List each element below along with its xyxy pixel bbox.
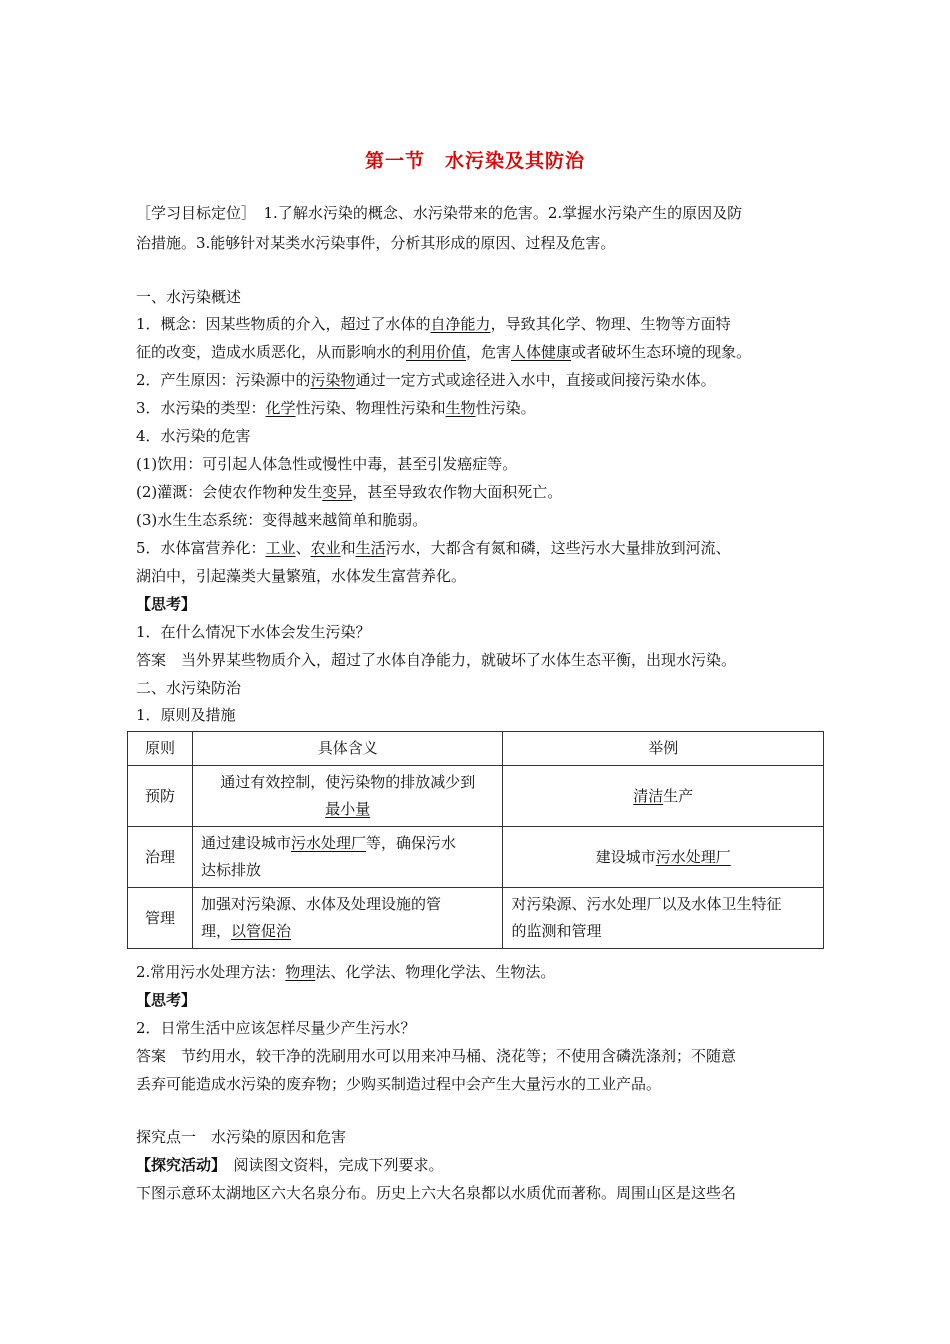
eutrophication-line-1: 5．水体富营养化：工业、农业和生活污水，大都含有氮和磷，这些污水大量排放到河流、 [136, 539, 731, 557]
explore-heading: 探究点一 水污染的原因和危害 [136, 1128, 347, 1146]
answer-2-line-1: 答案 节约用水，较干净的洗刷用水可以用来冲马桶、浇花等；不使用含磷洗涤剂；不随意 [136, 1047, 737, 1065]
table-header-cell: 原则 [128, 732, 193, 766]
table-cell-principle: 管理 [128, 888, 193, 949]
eutrophication-line-2: 湖泊中，引起藻类大量繁殖，水体发生富营养化。 [136, 567, 467, 585]
table-cell-example: 清洁生产 [503, 766, 824, 827]
harm-drinking: (1)饮用：可引起人体急性或慢性中毒，甚至引发癌症等。 [136, 455, 518, 473]
page-title: 第一节 水污染及其防治 [364, 150, 585, 172]
explore-activity-line: 【探究活动】 阅读图文资料，完成下列要求。 [136, 1156, 444, 1174]
principles-subheading: 1．原则及措施 [136, 706, 236, 724]
objectives-line-2: 治措施。3.能够针对某类水污染事件，分析其形成的原因、过程及危害。 [136, 234, 616, 252]
answer-2-line-2: 丢弃可能造成水污染的废弃物；少购买制造过程中会产生大量污水的工业产品。 [136, 1075, 662, 1093]
question-2: 2．日常生活中应该怎样尽量少产生污水？ [136, 1019, 416, 1037]
table-cell-meaning: 通过建设城市污水处理厂等，确保污水 达标排放 [192, 827, 503, 888]
concept-line-1: 1．概念：因某些物质的介入，超过了水体的自净能力，导致其化学、物理、生物等方面特 [136, 315, 731, 333]
harm-ecosystem: (3)水生生态系统：变得越来越简单和脆弱。 [136, 511, 428, 529]
concept-line-2: 征的改变，造成水质恶化，从而影响水的利用价值，危害人体健康或者破坏生态环境的现象。 [136, 343, 752, 361]
table-row [128, 827, 824, 888]
harm-heading: 4．水污染的危害 [136, 427, 251, 445]
table-header-row [128, 732, 824, 766]
question-1: 1．在什么情况下水体会发生污染？ [136, 623, 371, 641]
table-cell-meaning: 通过有效控制，使污染物的排放减少到 最小量 [192, 766, 503, 827]
think-label-1: 【思考】 [136, 595, 197, 613]
table-cell-principle: 治理 [128, 827, 193, 888]
table-cell-principle: 预防 [128, 766, 193, 827]
type-line: 3．水污染的类型：化学性污染、物理性污染和生物性污染。 [136, 399, 536, 417]
table-row [128, 888, 824, 949]
table-cell-example: 对污染源、污水处理厂以及水体卫生特征 的监测和管理 [503, 888, 824, 949]
principles-table [127, 731, 824, 949]
think-label-2: 【思考】 [136, 991, 197, 1009]
table-cell-meaning: 加强对污染源、水体及处理设施的管 理，以管促治 [192, 888, 503, 949]
section-1-heading: 一、水污染概述 [136, 288, 242, 306]
objectives-line-1: ［学习目标定位］ 1.了解水污染的概念、水污染带来的危害。2.掌握水污染产生的原因及防 [136, 204, 743, 222]
table-cell-example: 建设城市污水处理厂 [503, 827, 824, 888]
treatment-methods-line: 2.常用污水处理方法：物理法、化学法、物理化学法、生物法。 [136, 963, 556, 981]
table-header-cell: 举例 [503, 732, 824, 766]
cause-line: 2．产生原因：污染源中的污染物通过一定方式或途径进入水中，直接或间接污染水体。 [136, 371, 716, 389]
section-2-heading: 二、水污染防治 [136, 679, 242, 697]
table-row [128, 766, 824, 827]
harm-irrigation: (2)灌溉：会使农作物种发生变异，甚至导致农作物大面积死亡。 [136, 483, 563, 501]
explore-intro-line: 下图示意环太湖地区六大名泉分布。历史上六大名泉都以水质优而著称。周围山区是这些名 [136, 1184, 737, 1202]
answer-1: 答案 当外界某些物质介入，超过了水体自净能力，就破坏了水体生态平衡，出现水污染。 [136, 651, 737, 669]
table-header-cell: 具体含义 [192, 732, 503, 766]
